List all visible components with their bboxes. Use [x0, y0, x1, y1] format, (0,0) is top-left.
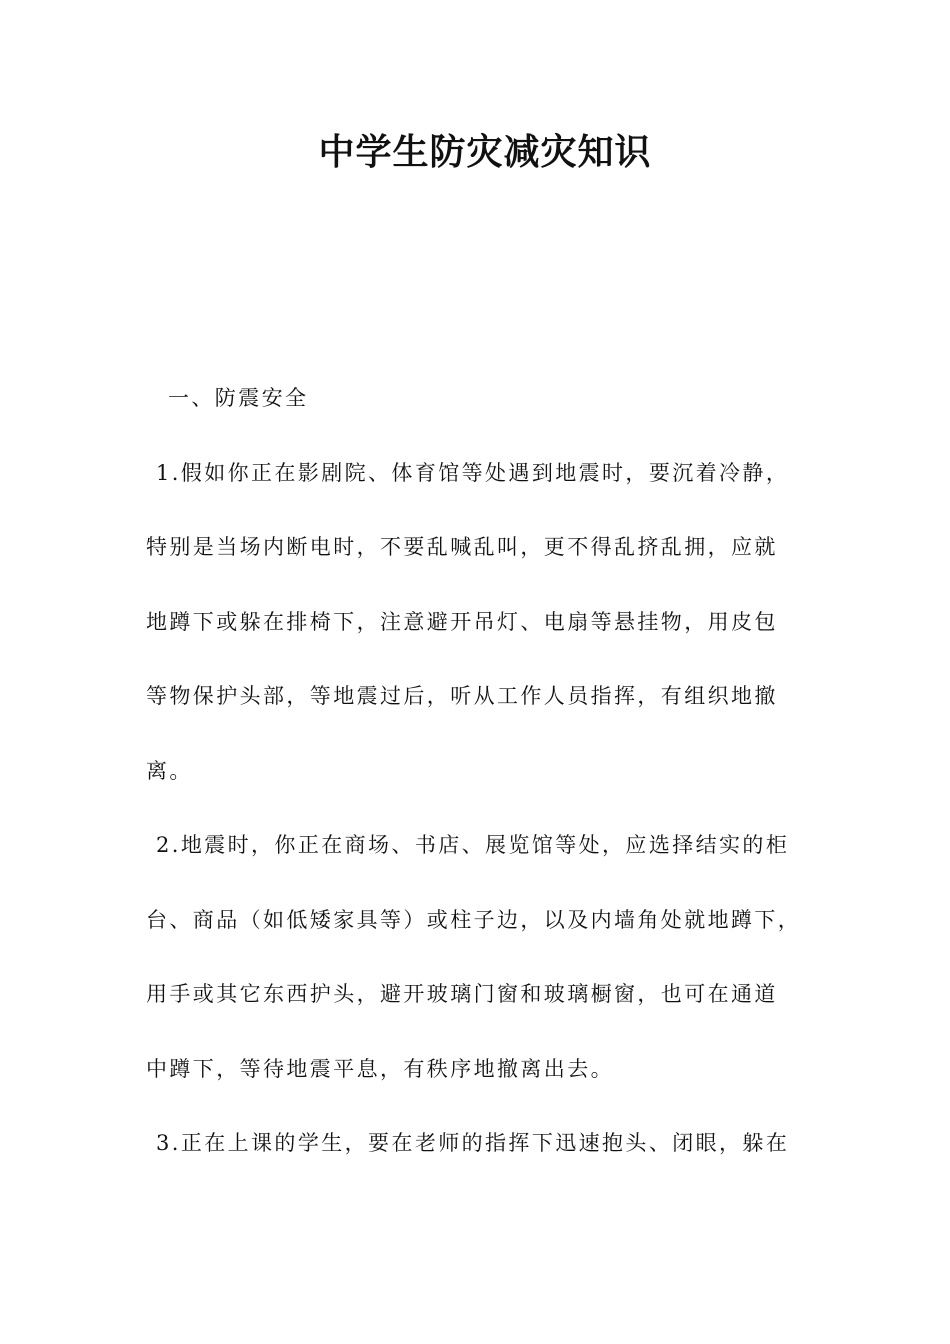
paragraph-2-line-3: 用手或其它东西护头，避开玻璃门窗和玻璃橱窗，也可在通道 [146, 982, 778, 1006]
document-title: 中学生防灾减灾知识 [318, 132, 652, 173]
paragraph-3-line-1: 3.正在上课的学生，要在老师的指挥下迅速抱头、闭眼，躲在 [156, 1131, 790, 1155]
paragraph-2-line-1: 2.地震时，你正在商场、书店、展览馆等处，应选择结实的柜 [156, 833, 790, 857]
paragraph-1-line-2: 特别是当场内断电时，不要乱喊乱叫，更不得乱挤乱拥，应就 [146, 535, 778, 559]
paragraph-1-line-3: 地蹲下或躲在排椅下，注意避开吊灯、电扇等悬挂物，用皮包 [146, 609, 778, 634]
document-body [146, 361, 811, 1181]
paragraph-1-line-1: 1.假如你正在影剧院、体育馆等处遇到地震时，要沉着冷静， [156, 460, 790, 485]
paragraph-1-line-5: 离。 [146, 758, 193, 783]
paragraph-1-line-4: 等物保护头部，等地震过后，听从工作人员指挥，有组织地撤 [146, 684, 778, 708]
section-heading: 一、防震安全 [168, 386, 309, 410]
paragraph-2-line-2: 台、商品（如低矮家具等）或柱子边，以及内墙角处就地蹲下， [146, 907, 802, 932]
paragraph-2-line-4: 中蹲下，等待地震平息，有秩序地撤离出去。 [146, 1056, 614, 1081]
